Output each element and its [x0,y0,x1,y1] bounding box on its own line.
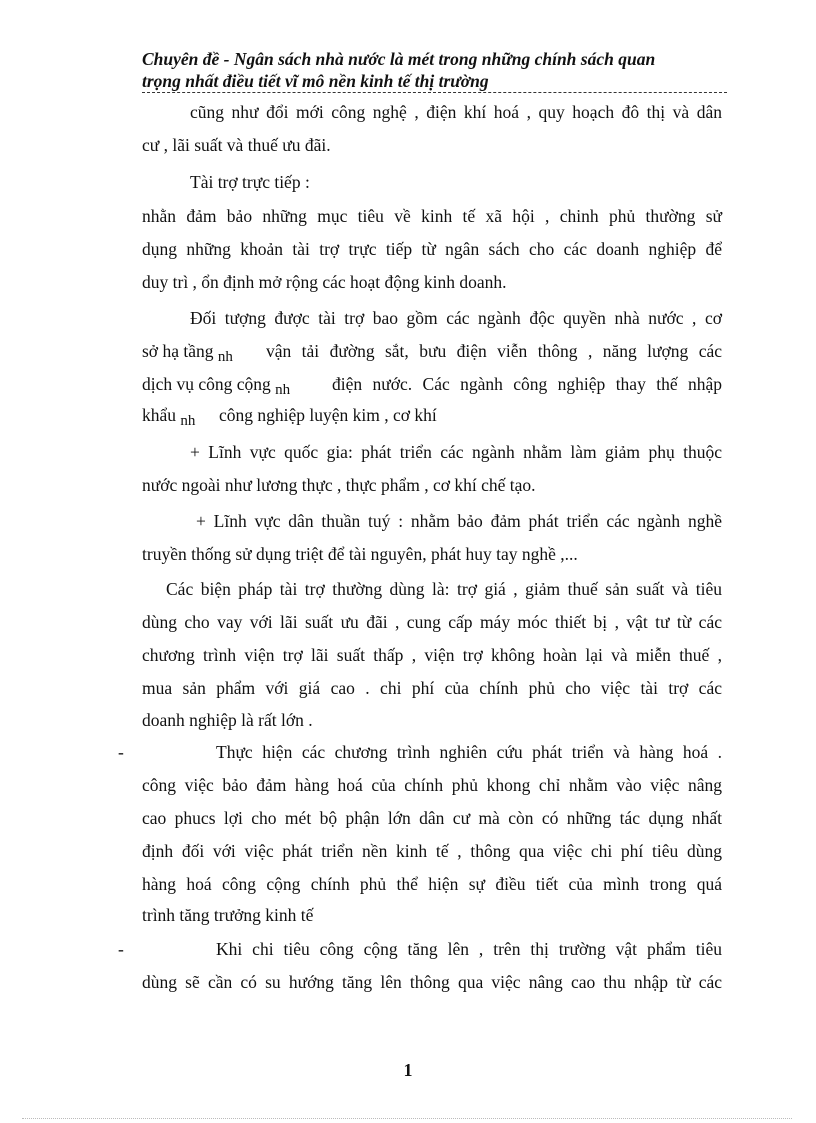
text-line: hàng hoá công cộng chính phủ thể hiện sự điều tiết của mình trong quá [142,874,722,894]
text-line: dùng cho vay với lãi suất ưu đãi , cung cấp máy móc thiết bị , vật tư từ các [142,612,722,632]
text-line [142,373,290,397]
header-line-1: Chuyên đề - Ngân sách nhà nước là mét trong những chính sách quan [142,49,656,69]
text-fragment: sở hạ tầng [142,341,214,361]
text-line: + Lĩnh vực quốc gia: phát triển các ngành nhằm làm giảm phụ thuộc [190,442,722,462]
text-line: Đối tượng được tài trợ bao gồm các ngành độc quyền nhà nước , cơ [190,308,722,328]
abbreviation: nh [180,413,196,429]
text-line: Các biện pháp tài trợ thường dùng là: trợ giá , giảm thuế sản suất và tiêu [166,579,722,599]
text-line: dụng những khoản tài trợ trực tiếp từ ngân sách cho các doanh nghiệp để [142,239,722,259]
text-line [142,404,195,428]
text-line: duy trì , ổn định mở rộng các hoạt động kinh doanh. [142,272,507,292]
abbreviation: nh [217,349,233,365]
abbreviation: nh [275,382,291,398]
header-line-2: trọng nhất điều tiết vĩ mô nền kinh tế thị trường [142,71,489,91]
text-line: cao phucs lợi cho mét bộ phận lớn dân cư mà còn có những tác dụng nhất [142,808,722,828]
list-dash: - [118,939,124,959]
text-line: công nghiệp luyện kim , cơ khí [219,405,437,425]
text-line: nhằn đảm bảo những mục tiêu về kinh tế xã hội , chinh phủ thường sử [142,206,722,226]
text-line: dùng sẽ cần có su hướng tăng lên thông qua việc nâng cao thu nhập từ các [142,972,722,992]
text-line: + Lĩnh vực dân thuần tuý : nhằm bảo đảm phát triển các ngành nghề [196,511,722,531]
text-line [142,340,233,364]
text-line: điện nước. Các ngành công nghiệp thay thế nhập [332,374,722,394]
text-line: doanh nghiệp là rất lớn . [142,710,313,730]
text-line: cư , lãi suất và thuế ưu đãi. [142,135,331,155]
text-line: Tài trợ trực tiếp : [190,172,310,192]
footer-divider [22,1118,792,1119]
text-line: truyền thống sử dụng triệt để tài nguyên, phát huy tay nghề ,... [142,544,578,564]
text-line: chương trình viện trợ lãi suất thấp , viện trợ không hoàn lại và miễn thuế , [142,645,722,665]
list-dash: - [118,742,124,762]
text-line: định đối với việc phát triển nền kinh tế , thông qua việc chi phí tiêu dùng [142,841,722,861]
text-line: Khi chi tiêu công cộng tăng lên , trên thị trường vật phẩm tiêu [216,939,722,959]
text-line: công việc bảo đảm hàng hoá của chính phủ khong chỉ nhằm vào việc nâng [142,775,722,795]
text-line: trình tăng trưởng kinh tế [142,905,314,925]
text-line: cũng như đổi mới công nghệ , điện khí hoá , quy hoạch đô thị và dân [190,102,722,122]
text-line: mua sản phẩm với giá cao . chi phí của chính phủ cho việc tài trợ các [142,678,722,698]
text-line: nước ngoài như lương thực , thực phẩm , cơ khí chế tạo. [142,475,536,495]
page-header [142,48,727,93]
text-line: Thực hiện các chương trình nghiên cứu phát triển và hàng hoá . [216,742,722,762]
text-fragment: dịch vụ công cộng [142,374,271,394]
text-fragment: khẩu [142,405,177,425]
text-line: vận tải đường sắt, bưu điện viễn thông , năng lượng các [266,341,722,361]
page-number: 1 [403,1060,413,1080]
